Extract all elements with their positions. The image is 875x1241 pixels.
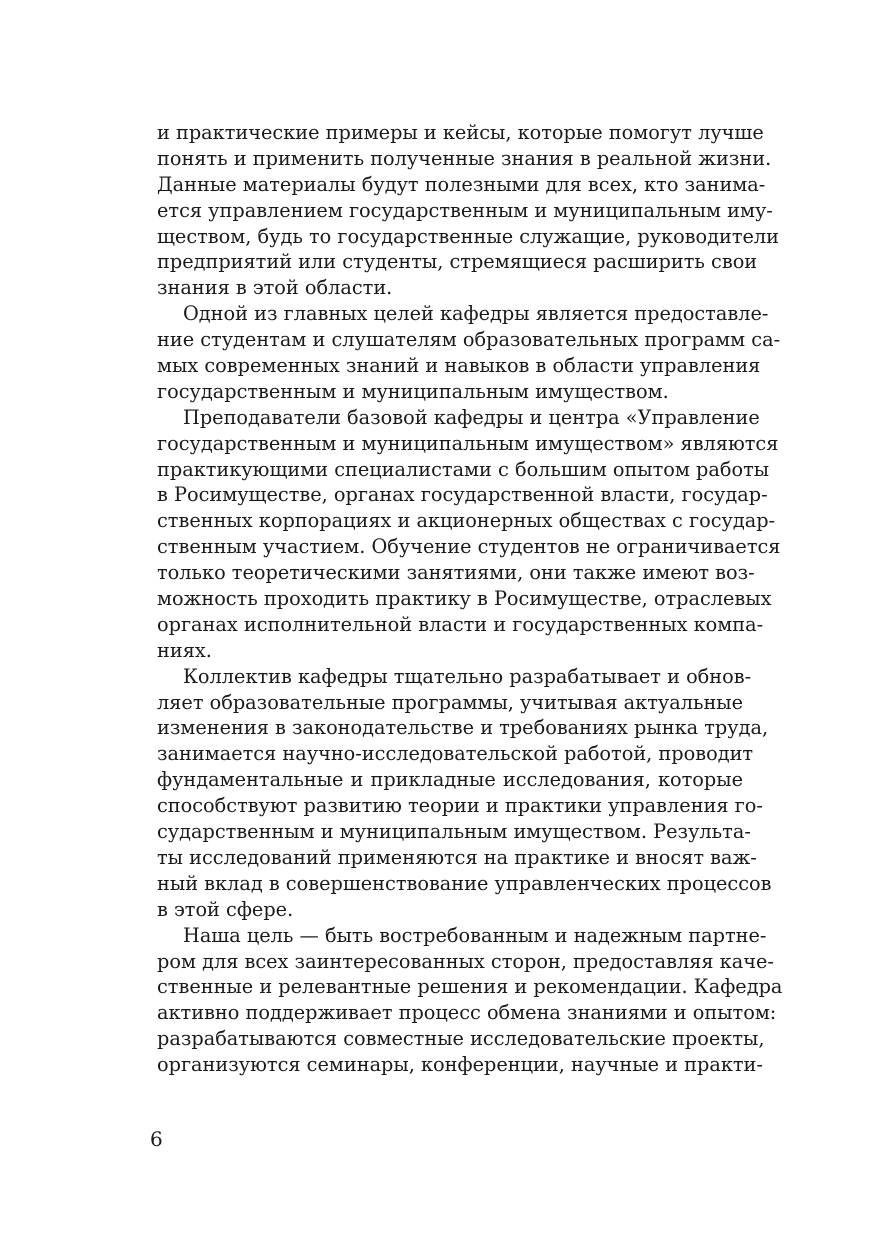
- text-line: ниях.: [157, 638, 212, 662]
- text-line: активно поддерживает процесс обмена знаниями и опытом:: [157, 1001, 777, 1025]
- text-line: ляет образовательные программы, учитывая актуальные: [157, 690, 744, 714]
- text-line: только теоретическими занятиями, они также имеют воз-: [157, 561, 755, 585]
- text-line: государственным и муниципальным имуществом.: [157, 379, 669, 403]
- text-line: занимается научно-исследовательской работой, проводит: [157, 742, 754, 766]
- text-line: Наша цель — быть востребованным и надежным партне-: [183, 923, 767, 947]
- text-line: предприятий или студенты, стремящиеся расширить свои: [157, 250, 758, 274]
- text-line: сударственным и муниципальным имуществом. Результа-: [157, 820, 751, 844]
- body-text: [157, 120, 783, 1078]
- text-line: организуются семинары, конференции, научные и практи-: [157, 1053, 763, 1077]
- text-line: ственных корпорациях и акционерных обществах с государ-: [157, 509, 776, 533]
- text-line: в Росимуществе, органах государственной власти, государ-: [157, 483, 768, 507]
- text-line: мых современных знаний и навыков в области управления: [157, 354, 761, 378]
- text-line: Коллектив кафедры тщательно разрабатывает и обнов-: [183, 664, 752, 688]
- text-line: в этой сфере.: [157, 897, 294, 921]
- text-line: государственным и муниципальным имуществом» являются: [157, 431, 779, 455]
- text-line: Данные материалы будут полезными для всех, кто занима-: [157, 172, 766, 196]
- text-line: ром для всех заинтересованных сторон, предоставляя каче-: [157, 949, 774, 973]
- text-line: разрабатываются совместные исследовательские проекты,: [157, 1027, 765, 1051]
- text-line: понять и применить полученные знания в реальной жизни.: [157, 146, 772, 170]
- text-line: органах исполнительной власти и государственных компа-: [157, 612, 764, 636]
- text-line: ществом, будь то государственные служащие, руководители: [157, 224, 780, 248]
- text-line: ние студентам и слушателям образовательных программ са-: [157, 328, 781, 352]
- text-line: ется управлением государственным и муниципальным иму-: [157, 198, 773, 222]
- text-line: ственным участием. Обучение студентов не ограничивается: [157, 535, 781, 559]
- text-line: Одной из главных целей кафедры является предоставле-: [183, 302, 769, 326]
- text-line: способствуют развитию теории и практики управления го-: [157, 794, 763, 818]
- text-line: практикующими специалистами с большим опытом работы: [157, 457, 770, 481]
- text-line: знания в этой области.: [157, 276, 393, 300]
- text-line: изменения в законодательстве и требованиях рынка труда,: [157, 716, 769, 740]
- text-line: и практические примеры и кейсы, которые помогут лучше: [157, 121, 764, 144]
- text-line: можность проходить практику в Росимуществе, отраслевых: [157, 587, 772, 611]
- text-line: ственные и релевантные решения и рекомендации. Кафедра: [157, 975, 783, 999]
- page-number: 6: [150, 1127, 163, 1151]
- text-line: ный вклад в совершенствование управленческих процессов: [157, 871, 772, 895]
- text-line: ты исследований применяются на практике и вносят важ-: [157, 845, 757, 869]
- text-line: Преподаватели базовой кафедры и центра «Управление: [183, 405, 760, 429]
- text-line: фундаментальные и прикладные исследования, которые: [157, 768, 743, 792]
